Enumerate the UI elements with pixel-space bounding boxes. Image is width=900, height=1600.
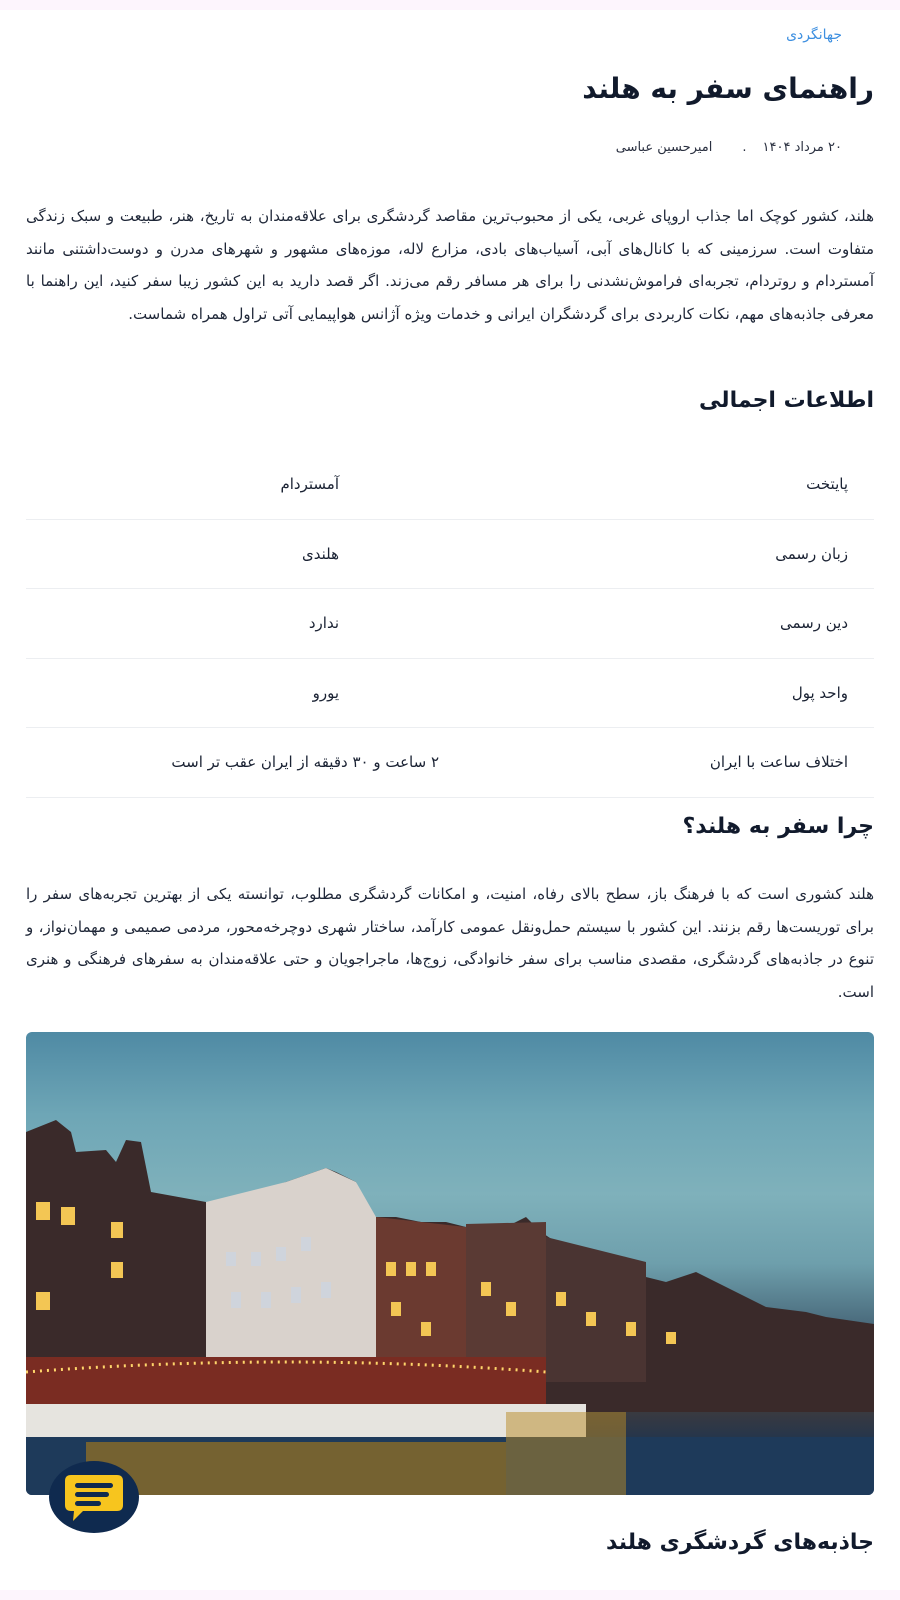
meta-separator: . — [742, 140, 747, 155]
info-value: ۲ ساعت و ۳۰ دقیقه از ایران عقب تر است — [171, 753, 439, 772]
chat-bubble-icon — [63, 1471, 125, 1523]
info-table — [26, 450, 874, 798]
info-value: یورو — [312, 683, 339, 702]
publish-date: ۲۰ مرداد ۱۴۰۴ — [762, 140, 842, 155]
info-key: واحد پول — [791, 683, 848, 702]
info-row-timezone — [26, 728, 874, 798]
author-name: امیرحسین عباسی — [615, 140, 713, 155]
attractions-heading: جاذبه‌های گردشگری هلند — [606, 1530, 874, 1555]
canal-scene-illustration — [26, 1032, 874, 1495]
info-key: زبان رسمی — [775, 544, 848, 563]
article-meta — [616, 140, 842, 155]
info-value: آمستردام — [280, 475, 339, 494]
amsterdam-canal-photo — [26, 1032, 874, 1495]
why-heading: چرا سفر به هلند؟ — [682, 814, 874, 839]
info-key: پایتخت — [806, 475, 848, 494]
info-heading: اطلاعات اجمالی — [699, 388, 874, 413]
why-paragraph: هلند کشوری است که با فرهنگ باز، سطح بالای رفاه، امنیت، و امکانات گردشگری مطلوب، توانسته یکی از بهترین تجربه‌های سفر را برای توریست‌ها رقم بزنند. این کشور با سیستم حمل‌ونقل عمومی کارآمد، ساختار شهری دوچرخه‌محور، مردمی صمیمی و مهمان‌نواز، و تنوع در جاذبه‌های گردشگری، مقصدی مناسب برای سفر خانوادگی، زوج‌ها، ماجراجویان و حتی علاقه‌مندان به سفرهای فرهنگی و هنری است. — [26, 885, 874, 1001]
info-key: دین رسمی — [779, 614, 848, 633]
bottom-strip — [0, 1590, 900, 1600]
chat-button[interactable] — [49, 1461, 139, 1533]
info-row-capital — [26, 450, 874, 520]
category-link[interactable]: جهانگردی — [786, 27, 842, 43]
info-row-language — [26, 520, 874, 590]
top-strip — [0, 0, 900, 10]
info-value: هلندی — [301, 544, 339, 563]
page-title: راهنمای سفر به هلند — [582, 72, 874, 105]
info-value: ندارد — [308, 614, 339, 633]
info-row-religion — [26, 589, 874, 659]
intro-paragraph: هلند، کشور کوچک اما جذاب اروپای غربی، یکی از محبوب‌ترین مقاصد گردشگری برای علاقه‌مندان به تاریخ، هنر، طبیعت و سبک زندگی متفاوت است. سرزمینی که با کانال‌های آبی، آسیاب‌های بادی، مزارع لاله، موزه‌های مشهور و شهرهای مدرن و دوست‌داشتنی مانند آمستردام و روتردام، تجربه‌ای فراموش‌نشدنی را برای هر مسافر رقم می‌زند. اگر قصد دارید به این کشور زیبا سفر کنید، این راهنما با معرفی جاذبه‌های مهم، نکات کاربردی برای گردشگران ایرانی و خدمات ویژه آژانس هواپیمایی آتی تراول همراه شماست. — [26, 207, 874, 323]
info-key: اختلاف ساعت با ایران — [709, 753, 848, 772]
info-row-currency — [26, 659, 874, 729]
